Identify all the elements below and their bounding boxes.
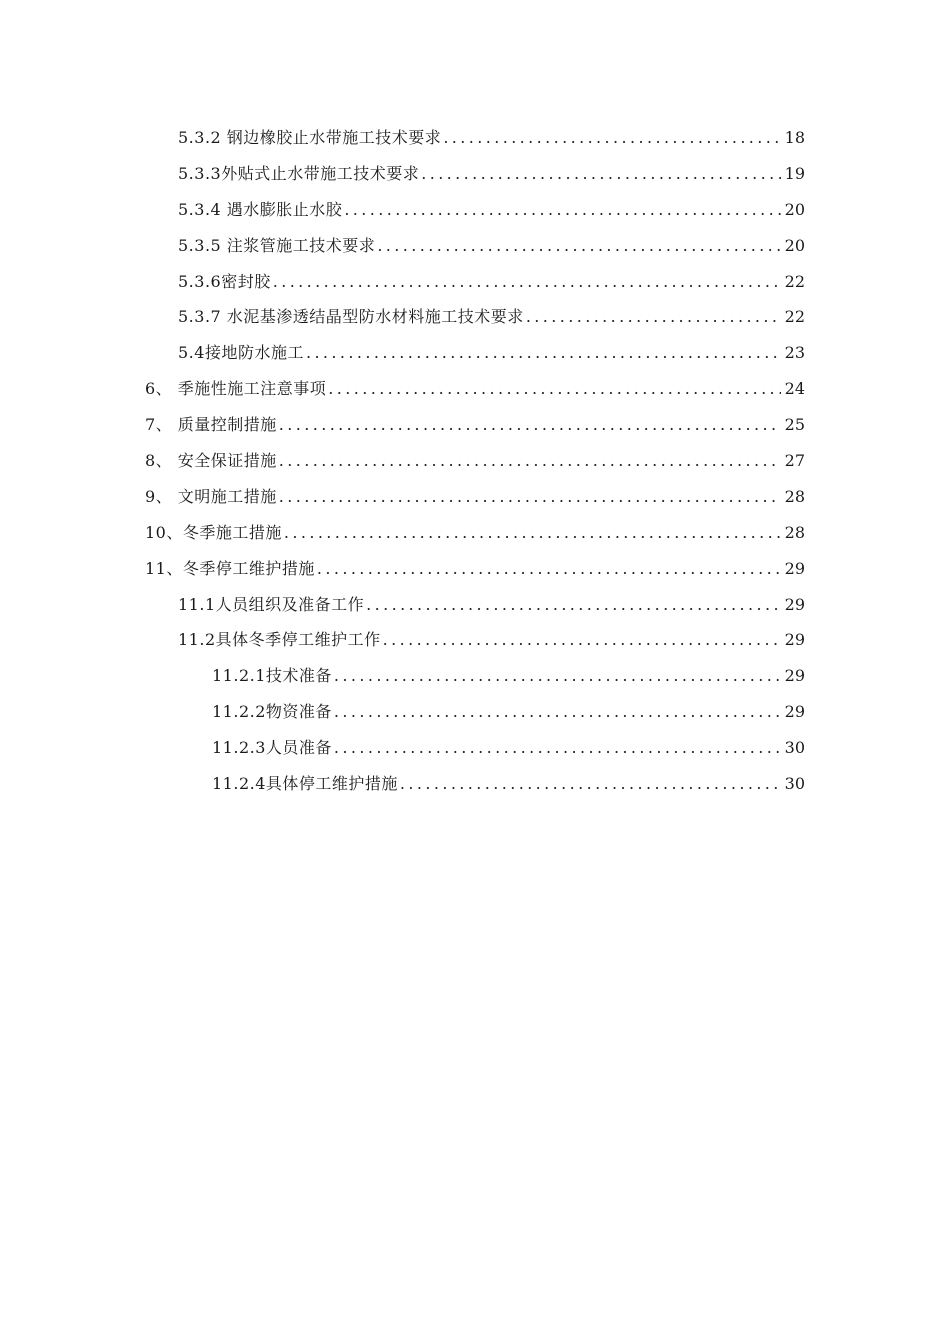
toc-leader-dots: [383, 630, 781, 650]
toc-entry-label: 5.3.6密封胶: [178, 271, 271, 291]
toc-page-number: 22: [784, 271, 805, 291]
toc-leader-dots: [279, 487, 781, 507]
toc-leader-dots: [284, 523, 781, 543]
toc-entry-label: 11.1人员组织及准备工作: [178, 594, 365, 614]
toc-entry-5-3-7[interactable]: [0, 299, 950, 335]
toc-entry-label: 8、 安全保证措施: [145, 450, 277, 470]
toc-leader-dots: [400, 774, 781, 794]
toc-leader-dots: [377, 236, 781, 256]
toc-entry-label: 5.3.7 水泥基渗透结晶型防水材料施工技术要求: [178, 307, 524, 327]
toc-page-number: 29: [784, 702, 805, 722]
toc-entry-11-2-3[interactable]: [0, 730, 950, 766]
toc-leader-dots: [366, 595, 781, 615]
toc-entry-label: 5.4接地防水施工: [178, 343, 304, 363]
toc-entry-5-4[interactable]: [0, 335, 950, 371]
toc-leader-dots: [279, 415, 781, 435]
toc-entry-6[interactable]: [0, 371, 950, 407]
toc-entry-5-3-2[interactable]: [0, 120, 950, 156]
toc-entry-8[interactable]: [0, 443, 950, 479]
toc-page-number: 19: [784, 163, 805, 183]
toc-entry-label: 10、冬季施工措施: [145, 522, 282, 542]
toc-page-number: 29: [784, 666, 805, 686]
toc-entry-7[interactable]: [0, 407, 950, 443]
toc-entry-5-3-4[interactable]: [0, 192, 950, 228]
toc-entry-label: 6、 季施性施工注意事项: [145, 379, 327, 399]
toc-entry-5-3-6[interactable]: [0, 264, 950, 300]
toc-leader-dots: [306, 343, 781, 363]
toc-entry-label: 11.2.1技术准备: [212, 666, 332, 686]
toc-entry-10[interactable]: [0, 515, 950, 551]
toc-entry-label: 11.2具体冬季停工维护工作: [178, 630, 381, 650]
toc-entry-5-3-3[interactable]: [0, 156, 950, 192]
toc-leader-dots: [273, 272, 781, 292]
toc-leader-dots: [443, 128, 781, 148]
toc-page-number: 18: [784, 127, 805, 147]
toc-leader-dots: [344, 200, 781, 220]
toc-page-number: 20: [784, 235, 805, 255]
toc-leader-dots: [328, 379, 781, 399]
toc-leader-dots: [334, 666, 781, 686]
toc-page-number: 23: [784, 343, 805, 363]
toc-leader-dots: [334, 738, 781, 758]
toc-entry-label: 11.2.2物资准备: [212, 702, 332, 722]
toc-entry-11[interactable]: [0, 551, 950, 587]
toc-entry-label: 5.3.4 遇水膨胀止水胶: [178, 199, 343, 219]
toc-page-number: 28: [784, 486, 805, 506]
toc-entry-label: 7、 质量控制措施: [145, 415, 277, 435]
toc-page-number: 25: [784, 415, 805, 435]
toc-page-number: 29: [784, 594, 805, 614]
toc-leader-dots: [421, 164, 781, 184]
toc-entry-label: 5.3.5 注浆管施工技术要求: [178, 235, 376, 255]
toc-entry-label: 5.3.3外贴式止水带施工技术要求: [178, 163, 420, 183]
toc-leader-dots: [526, 307, 781, 327]
toc-entry-label: 11、冬季停工维护措施: [145, 558, 315, 578]
toc-page-number: 30: [784, 738, 805, 758]
toc-entry-label: 11.2.4具体停工维护措施: [212, 773, 398, 793]
toc-page-number: 30: [784, 773, 805, 793]
toc-page-number: 28: [784, 522, 805, 542]
toc-page-number: 29: [784, 558, 805, 578]
toc-entry-11-2[interactable]: [0, 622, 950, 658]
toc-entry-11-2-2[interactable]: [0, 694, 950, 730]
toc-entry-label: 5.3.2 钢边橡胶止水带施工技术要求: [178, 127, 442, 147]
table-of-contents: [0, 120, 950, 802]
toc-page-number: 20: [784, 199, 805, 219]
toc-page-number: 27: [784, 450, 805, 470]
toc-entry-11-2-1[interactable]: [0, 658, 950, 694]
toc-entry-9[interactable]: [0, 479, 950, 515]
toc-leader-dots: [334, 702, 781, 722]
toc-leader-dots: [317, 559, 781, 579]
toc-entry-label: 11.2.3人员准备: [212, 738, 332, 758]
toc-leader-dots: [279, 451, 781, 471]
toc-entry-5-3-5[interactable]: [0, 228, 950, 264]
toc-page-number: 24: [784, 379, 805, 399]
toc-entry-11-1[interactable]: [0, 587, 950, 623]
toc-page-number: 22: [784, 307, 805, 327]
toc-entry-label: 9、 文明施工措施: [145, 486, 277, 506]
toc-page-number: 29: [784, 630, 805, 650]
toc-entry-11-2-4[interactable]: [0, 766, 950, 802]
